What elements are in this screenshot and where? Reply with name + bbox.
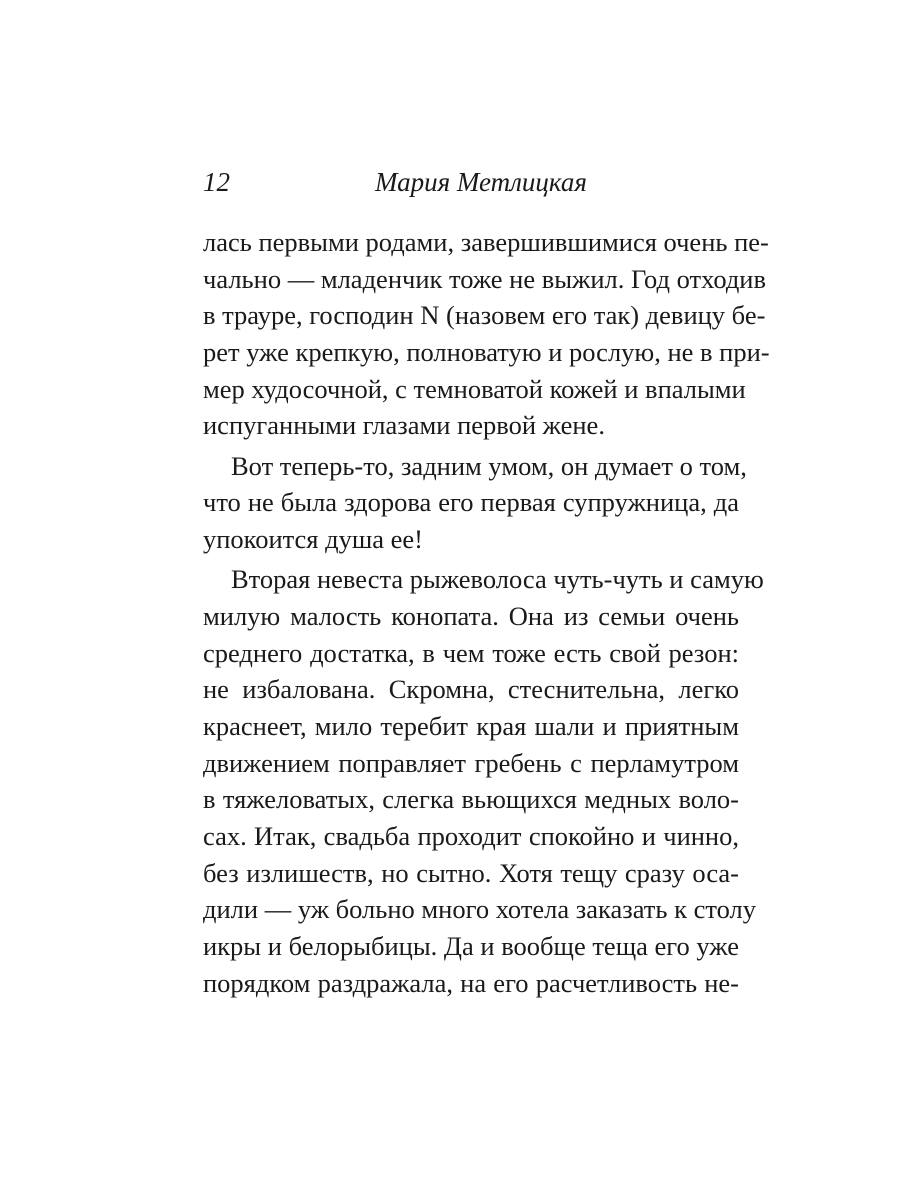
text-line: краснеет, мило теребит края шали и приятным <box>203 710 739 741</box>
body-text <box>203 224 770 1001</box>
text-line: движением поправляет гребень с перламутром <box>203 747 739 778</box>
text-line: милую малость конопата. Она из семьи очень <box>203 600 739 631</box>
text-line: рет уже крепкую, полноватую и рослую, не в при- <box>203 337 770 368</box>
text-line: дили — уж больно много хотела заказать к столу <box>203 894 756 925</box>
text-line: упокоится душа ее! <box>203 524 423 554</box>
text-line: не избалована. Скромна, стеснительна, легко <box>203 674 739 705</box>
text-line: без излишеств, но сытно. Хотя тещу сразу оса- <box>203 857 739 888</box>
text-line: Вот теперь-то, задним умом, он думает о том, <box>231 450 747 481</box>
paragraph <box>203 448 747 558</box>
text-line: в тяжеловатых, слегка вьющихся медных воло- <box>203 784 739 815</box>
paragraph <box>203 224 770 444</box>
text-line: порядком раздражала, на его расчетливость не- <box>203 967 739 998</box>
text-line: в трауре, господин N (назовем его так) девицу бе- <box>203 300 766 331</box>
page-number: 12 <box>203 167 230 197</box>
text-line: среднего достатка, в чем тоже есть свой резон: <box>203 637 739 668</box>
running-head <box>203 162 739 202</box>
text-line: чально — младенчик тоже не выжил. Год отходив <box>203 263 766 294</box>
paragraph <box>203 561 764 1001</box>
text-line: сах. Итак, свадьба проходит спокойно и чинно, <box>203 821 739 851</box>
text-line: что не была здорова его первая супружница, да <box>203 487 739 518</box>
text-line: Вторая невеста рыжеволоса чуть-чуть и самую <box>231 564 764 595</box>
text-line: лась первыми родами, завершившимися очень пе- <box>203 227 769 257</box>
book-page <box>203 0 770 1200</box>
text-line: икры и белорыбицы. Да и вообще теща его уже <box>203 931 739 962</box>
text-line: испуганными глазами первой жене. <box>203 410 605 441</box>
text-line: мер худосочной, с темноватой кожей и впалыми <box>203 373 746 404</box>
running-head-author: Мария Метлицкая <box>375 167 587 197</box>
